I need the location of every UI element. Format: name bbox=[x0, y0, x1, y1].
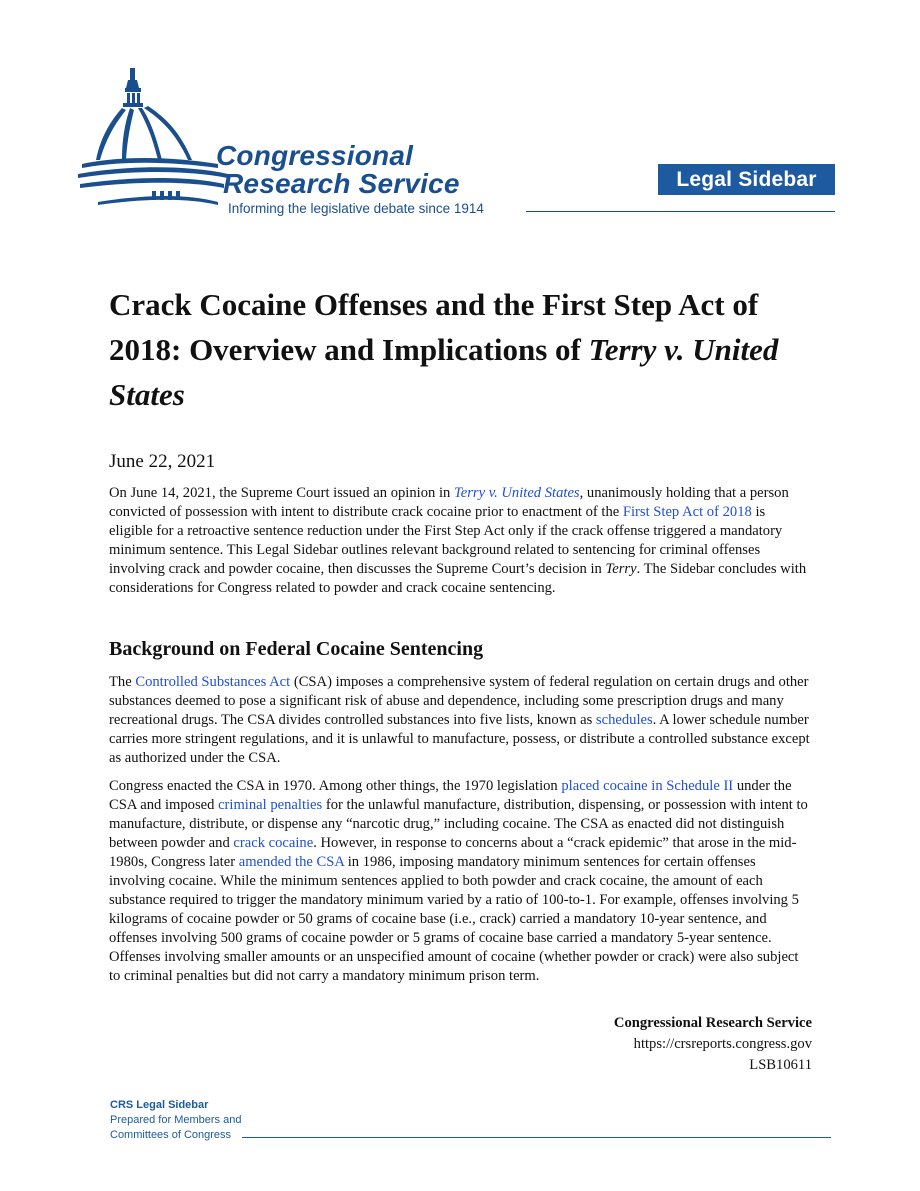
intro-text-4: . The Sidebar concludes with considerations for Congress related to powder and crack cocaine sentencing. bbox=[109, 561, 807, 596]
publication-date: June 22, 2021 bbox=[109, 451, 216, 472]
p2-text-5: in 1986, imposing mandatory minimum sentences for certain offenses involving cocaine. While the minimum sentences applied to both powder and crack cocaine, the amount of each substance required to trigger the mandatory minimum varied by a ratio of 100-to-1. For example, offenses involving 5 kilograms of cocaine powder or 50 grams of cocaine base (i.e., crack) carried a mandatory 10-year sentence, and offenses involving 500 grams of cocaine powder or 5 grams of cocaine base carried a mandatory 5-year sentence. Offenses involving smaller amounts or an unspecified amount of cocaine (whether powder or crack) were also subject to criminal penalties but did not carry a mandatory minimum prison term. bbox=[109, 854, 799, 984]
criminal-penalties-link[interactable]: criminal penalties bbox=[218, 797, 323, 813]
title-text: Crack Cocaine Offenses and the First Step Act of 2018: Overview and Implications of bbox=[109, 287, 759, 367]
first-step-act-link[interactable]: First Step Act of 2018 bbox=[622, 504, 752, 520]
amended-csa-link[interactable]: amended the CSA bbox=[238, 854, 345, 870]
footer-series-label bbox=[110, 1098, 241, 1143]
footer-citation bbox=[614, 1013, 812, 1076]
intro-text-2: , unanimously holding that a person convicted of possession with intent to distribute crack cocaine prior to enactment of the bbox=[109, 485, 789, 520]
schedule-ii-link[interactable]: placed cocaine in Schedule II bbox=[561, 778, 734, 794]
footer-divider bbox=[242, 1137, 831, 1138]
footer-org: Congressional Research Service bbox=[613, 1015, 812, 1031]
footer-series-title: CRS Legal Sidebar bbox=[110, 1099, 209, 1111]
intro-text-3: is eligible for a retroactive sentence reduction under the First Step Act only if the crack offense triggered a mandatory minimum sentence. This Legal Sidebar outlines relevant background related to sentencing for criminal offenses involving crack and powder cocaine, then discusses the Supreme Court’s decision in bbox=[109, 504, 783, 577]
logo-tagline: Informing the legislative debate since 1914 bbox=[228, 201, 484, 216]
intro-paragraph bbox=[109, 484, 812, 598]
body-paragraph-2 bbox=[109, 777, 812, 986]
intro-italic-terry: Terry bbox=[605, 561, 637, 577]
logo-wordmark-line2: Research Service bbox=[223, 168, 460, 199]
intro-text-1: On June 14, 2021, the Supreme Court issued an opinion in bbox=[109, 485, 454, 501]
p2-text-1: Congress enacted the CSA in 1970. Among other things, the 1970 legislation bbox=[109, 778, 562, 794]
p2-text-4: . However, in response to concerns about a “crack epidemic” that arose in the mid-1980s, Congress later bbox=[109, 835, 797, 870]
legal-sidebar-badge: Legal Sidebar bbox=[658, 164, 835, 195]
tagline-divider bbox=[526, 211, 835, 212]
footer-url[interactable]: https://crsreports.congress.gov bbox=[633, 1036, 812, 1052]
footer-series-line3: Committees of Congress bbox=[110, 1129, 232, 1141]
title-case-name: Terry v. United States bbox=[109, 332, 779, 412]
footer-report-id: LSB10611 bbox=[749, 1057, 812, 1073]
p2-text-3: for the unlawful manufacture, distribution, dispensing, or possession with intent to manufacture, distribute, or dispense any “narcotic drug,” including cocaine. The CSA as enacted did not distinguish between powder and bbox=[109, 797, 808, 851]
schedules-link[interactable]: schedules bbox=[595, 712, 653, 728]
terry-case-link[interactable] bbox=[454, 485, 580, 501]
section-heading: Background on Federal Cocaine Sentencing bbox=[109, 638, 484, 660]
p1-text-1: The bbox=[109, 674, 136, 690]
terry-case-link-text: Terry v. United States bbox=[453, 485, 580, 501]
p1-text-3: . A lower schedule number carries more stringent regulations, and it is unlawful to manufacture, possess, or distribute a controlled substance except as authorized under the CSA. bbox=[109, 712, 810, 766]
page-title bbox=[109, 282, 829, 417]
crack-cocaine-link[interactable]: crack cocaine bbox=[233, 835, 314, 851]
logo-wordmark-line1: Congressional bbox=[216, 140, 414, 171]
p2-text-2: under the CSA and imposed bbox=[109, 778, 792, 813]
footer-series-line2: Prepared for Members and bbox=[110, 1114, 242, 1126]
p1-text-2: (CSA) imposes a comprehensive system of federal regulation on certain drugs and other substances deemed to pose a significant risk of abuse and dependence, including some prescription drugs and many recreational drugs. The CSA divides controlled substances into five lists, known as bbox=[109, 674, 809, 728]
body-paragraph-1 bbox=[109, 673, 812, 768]
controlled-substances-act-link[interactable]: Controlled Substances Act bbox=[135, 674, 291, 690]
